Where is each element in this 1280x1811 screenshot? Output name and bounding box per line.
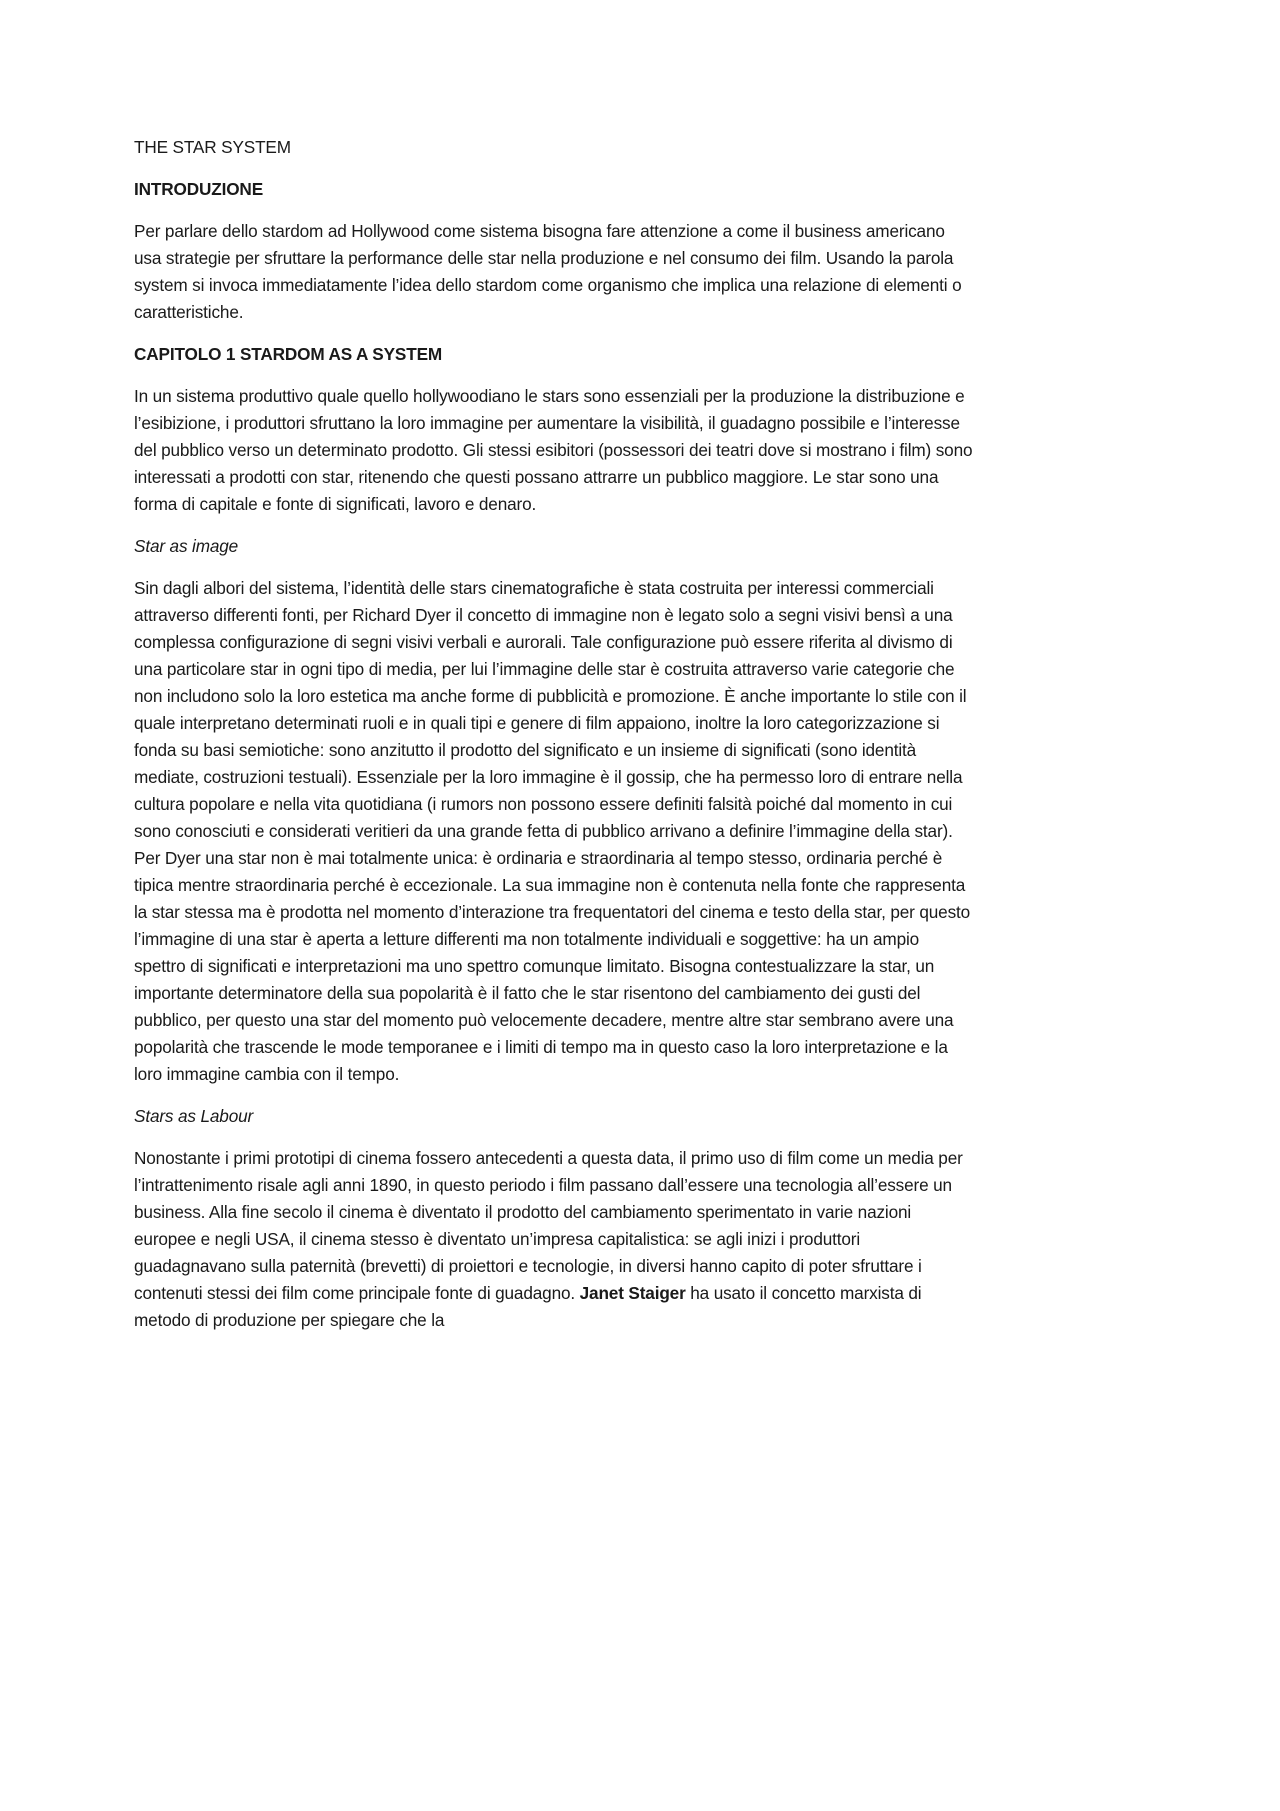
janet-staiger-name: Janet Staiger: [579, 1283, 686, 1303]
labour-text-part2: ha usato il concetto marxista di metodo di produzione per spiegare che la: [134, 1283, 922, 1330]
document-title: THE STAR SYSTEM: [134, 137, 291, 157]
intro-paragraph: Per parlare dello stardom ad Hollywood come sistema bisogna fare attenzione a come il business americano usa strategie per sfruttare la performance delle star nella produzione e nel consumo dei film. Usando la parola system si invoca immediatamente l’idea dello stardom come organismo che implica una relazione di elementi o caratteristiche.: [134, 221, 962, 322]
chapter1-heading: CAPITOLO 1 STARDOM AS A SYSTEM: [134, 344, 443, 364]
chapter1-paragraph: In un sistema produttivo quale quello hollywoodiano le stars sono essenziali per la produzione la distribuzione e l’esibizione, i produttori sfruttano la loro immagine per aumentare la visibilità, il guadagno possibile e l’interesse del pubblico verso un determinato prodotto. Gli stessi esibitori (possessori dei teatri dove si mostrano i film) sono interessati a prodotti con star, ritenendo che questi possano attrarre un pubblico maggiore. Le star sono una forma di capitale e fonte di significati, lavoro e denaro.: [134, 386, 973, 514]
star-as-image-paragraph: Sin dagli albori del sistema, l’identità delle stars cinematografiche è stata costruita per interessi commerciali attraverso differenti fonti, per Richard Dyer il concetto di immagine non è legato solo a segni visivi bensì a una complessa configurazione di segni visivi verbali e aurorali. Tale configurazione può essere riferita al divismo di una particolare star in ogni tipo di media, per lui l’immagine delle star è costruita attraverso varie categorie che non includono solo la loro estetica ma anche forme di pubblicità e promozione. È anche importante lo stile con il quale interpretano determinati ruoli e in quali tipi e genere di film appaiono, inoltre la loro categorizzazione si fonda su basi semiotiche: sono anzitutto il prodotto del significato e un insieme di significati (sono identità mediate, costruzioni testuali). Essenziale per la loro immagine è il gossip, che ha permesso loro di entrare nella cultura popolare e nella vita quotidiana (i rumors non possono essere definiti falsità poiché dal momento in cui sono conosciuti e considerati veritieri da una grande fetta di pubblico arrivano a definire l’immagine della star). Per Dyer una star non è mai totalmente unica: è ordinaria e straordinaria al tempo stesso, ordinaria perché è tipica mentre straordinaria perché è eccezionale. La sua immagine non è contenuta nella fonte che rappresenta la star stessa ma è prodotta nel momento d’interazione tra frequentatori del cinema e testo della star, per questo l’immagine di una star è aperta a letture differenti ma non totalmente individuali e soggettive: ha un ampio spettro di significati e interpretazioni ma uno spettro comunque limitato. Bisogna contestualizzare la star, un importante determinatore della sua popolarità è il fatto che le star risentono del cambiamento dei gusti del pubblico, per questo una star del momento può velocemente decadere, mentre altre star sembrano avere una popolarità che trascende le mode temporanee e i limiti di tempo ma in questo caso la loro interpretazione e la loro immagine cambia con il tempo.: [134, 578, 971, 1084]
intro-heading: INTRODUZIONE: [134, 179, 264, 199]
stars-as-labour-paragraph: [134, 1145, 974, 1334]
document-body: [134, 134, 974, 1349]
stars-as-labour-heading: Stars as Labour: [134, 1106, 254, 1126]
star-as-image-heading: Star as image: [134, 536, 239, 556]
labour-text-part1: Nonostante i primi prototipi di cinema fossero antecedenti a questa data, il primo uso di film come un media per l’intrattenimento risale agli anni 1890, in questo periodo i film passano dall’essere una tecnologia all’essere un business. Alla fine secolo il cinema è diventato il prodotto del cambiamento sperimentato in varie nazioni europee e negli USA, il cinema stesso è diventato un’impresa capitalistica: se agli inizi i produttori guadagnavano sulla paternità (brevetti) di proiettori e tecnologie, in diversi hanno capito di poter sfruttare i contenuti stessi dei film come principale fonte di guadagno.: [134, 1148, 963, 1303]
